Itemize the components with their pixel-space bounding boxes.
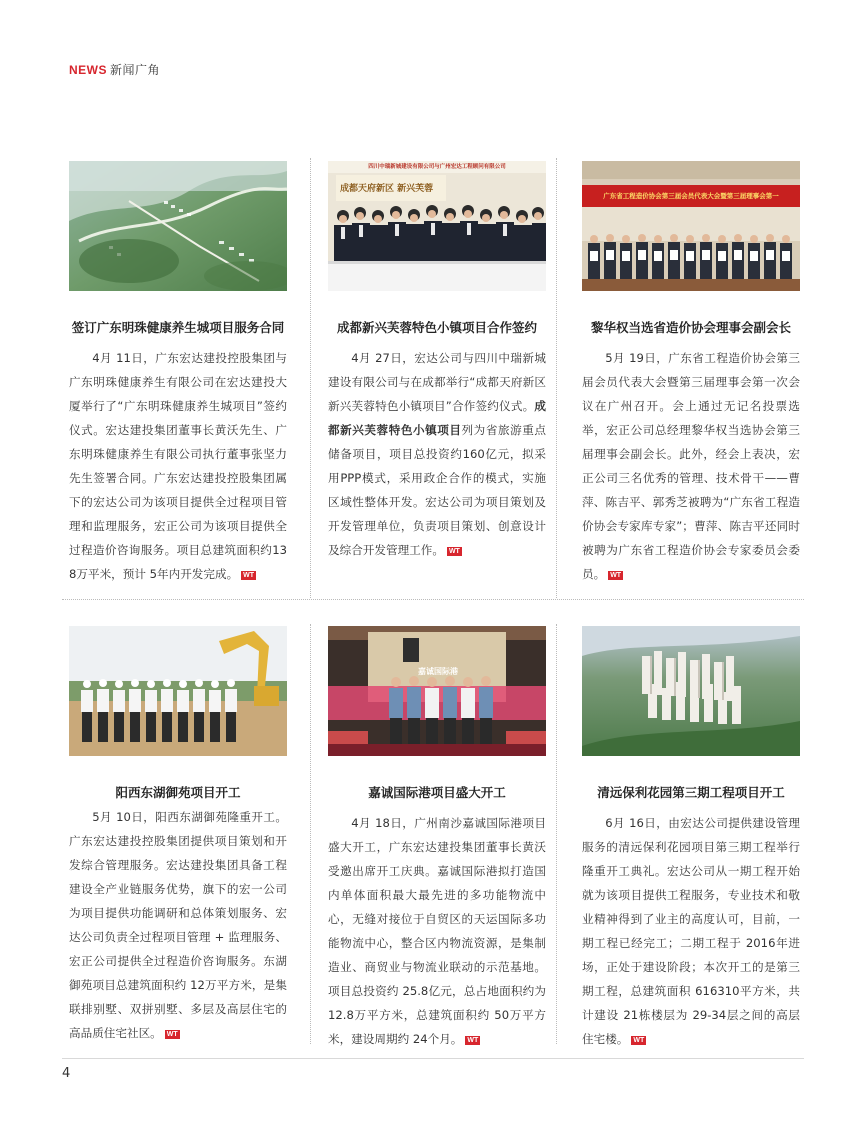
wt-badge: WT (166, 1031, 178, 1038)
news-label: NEWS (69, 63, 107, 77)
article-text-bold: 成都新兴芙蓉特色小镇项目 (328, 399, 546, 437)
article-title: 黎华权当选省造价协会理事会副会长 (590, 320, 791, 335)
wt-badge: WT (448, 548, 460, 555)
photo-sign-text: 嘉诚国际港 (418, 667, 458, 676)
section-name: 新闻广角 (110, 63, 161, 77)
article-text: 列为省旅游重点储备项目，项目总投资约160亿元，拟采用PPP模式，采用政企合作的模式，实施区域性整体开发。宏达公司为项目策划及开发管理单位，负责项目策划、创意设计及综合开发管理工作。 (328, 423, 546, 557)
photo-sign-text: 成都天府新区 新兴芙蓉 (340, 184, 434, 194)
article-photo-aerial-plan (69, 161, 287, 291)
article-text: 6月 16日，由宏达公司提供建设管理服务的清远保利花园项目第三期工程举行隆重开工典礼。宏达公司从一期工程开始就为该项目提供工程服务，专业技术和敬业精神得到了业主的高度认可，目前，一期工程已经完工；二期工程于 2016年进场，正处于建设阶段；本次开工的是第三期工程，总建筑面积 616310平方米，共计建设 21栋楼层为 29-34层之间的高层住宅楼。 (582, 816, 800, 1046)
photo-banner-text: 广东省工程造价协会第三届会员代表大会暨第三届理事会第一 (603, 192, 779, 200)
page-number: 4 (62, 1066, 71, 1081)
article-6 (582, 626, 800, 1046)
article-title: 嘉诚国际港项目盛大开工 (368, 785, 506, 800)
article-body (328, 811, 546, 1051)
article-title: 成都新兴芙蓉特色小镇项目合作签约 (336, 320, 537, 335)
section-header (69, 61, 160, 78)
article-body (582, 346, 800, 586)
wt-badge: WT (467, 1037, 479, 1044)
article-title: 阳西东湖御苑项目开工 (115, 785, 241, 800)
column-divider (310, 624, 311, 1044)
article-photo-signing-ceremony (328, 161, 546, 291)
article-text: 4月 18日，广州南沙嘉诚国际港项目盛大开工，广东宏达建投集团董事长黄沃受邀出席开工庆典。嘉诚国际港拟打造国内单体面积最大最先进的多功能物流中心，无缝对接位于自贸区的天运国际多功能物流中心，整合区内物流资源，是集制造业、商贸业与物流业联动的示范基地。项目总投资约 25.8亿元，总占地面积约为 12.8万平方米，总建筑面积约 50万平方米，建设周期约 24个月。 (328, 816, 546, 1046)
column-divider (556, 624, 557, 1044)
article-text: 4月 11日，广东宏达建投控股集团与广东明珠健康养生有限公司在宏达建投大厦举行了“广东明珠健康养生城项目”签约仪式。宏达建投集团董事长黄沃先生、广东明珠健康养生有限公司执行董事张坚力先生签署合同。广东宏达建投控股集团属下的宏达公司为该项目提供全过程项目管理和监理服务，宏正公司为该项目提供全过程造价咨询服务。项目总建筑面积约138万平米，预计 5年内开发完成。 (69, 351, 287, 581)
footer-divider (62, 1058, 804, 1059)
article-text: 4月 27日，宏达公司与四川中瑞新城建设有限公司与在成都举行“成都天府新区新兴芙蓉特色小镇项目”合作签约仪式。 (328, 351, 546, 413)
article-photo-opening-ceremony (328, 626, 546, 756)
article-3 (582, 161, 800, 581)
article-body (582, 811, 800, 1051)
article-body (69, 805, 287, 1045)
wt-badge: WT (633, 1037, 645, 1044)
wt-badge: WT (243, 572, 255, 579)
article-title: 签订广东明珠健康养生城项目服务合同 (71, 320, 285, 335)
row-divider (62, 599, 804, 600)
article-body (69, 346, 287, 586)
article-5 (328, 626, 546, 1046)
wt-badge: WT (610, 572, 622, 579)
article-photo-conference (582, 161, 800, 291)
column-divider (556, 158, 557, 598)
article-body (328, 346, 546, 562)
article-photo-groundbreaking (69, 626, 287, 756)
article-1 (69, 161, 287, 581)
column-divider (310, 158, 311, 598)
article-4 (69, 626, 287, 1040)
article-title: 清远保利花园第三期工程项目开工 (597, 785, 785, 800)
article-text: 5月 10日，阳西东湖御苑隆重开工。广东宏达建投控股集团提供项目策划和开发综合管理服务。宏达建投集团具备工程建设全产业链服务优势，旗下的宏一公司为项目提供功能调研和总体策划服务、宏达公司负责全过程项目管理 + 监理服务、宏正公司提供全过程造价咨询服务。东湖御苑项目总建筑面积约 12万平方米，是集联排别墅、双拼别墅、多层及高层住宅的高品质住宅社区。 (69, 810, 287, 1040)
article-photo-residential-render (582, 626, 800, 756)
article-2 (328, 161, 546, 557)
article-text: 5月 19日，广东省工程造价协会第三届会员代表大会暨第三届理事会第一次会议在广州召开。会上通过无记名投票选举，宏正公司总经理黎华权当选协会第三届理事会副会长。此外，经会上表决，宏正公司三名优秀的管理、技术骨干——曹萍、陈吉平、郭秀芝被聘为“广东省工程造价协会专家库专家”；曹萍、陈吉平还同时被聘为广东省工程造价协会专家委员会委员。 (582, 351, 800, 581)
photo-banner-text: 四川中瑞新城建设有限公司与广州宏达工程顾问有限公司 (368, 164, 506, 170)
